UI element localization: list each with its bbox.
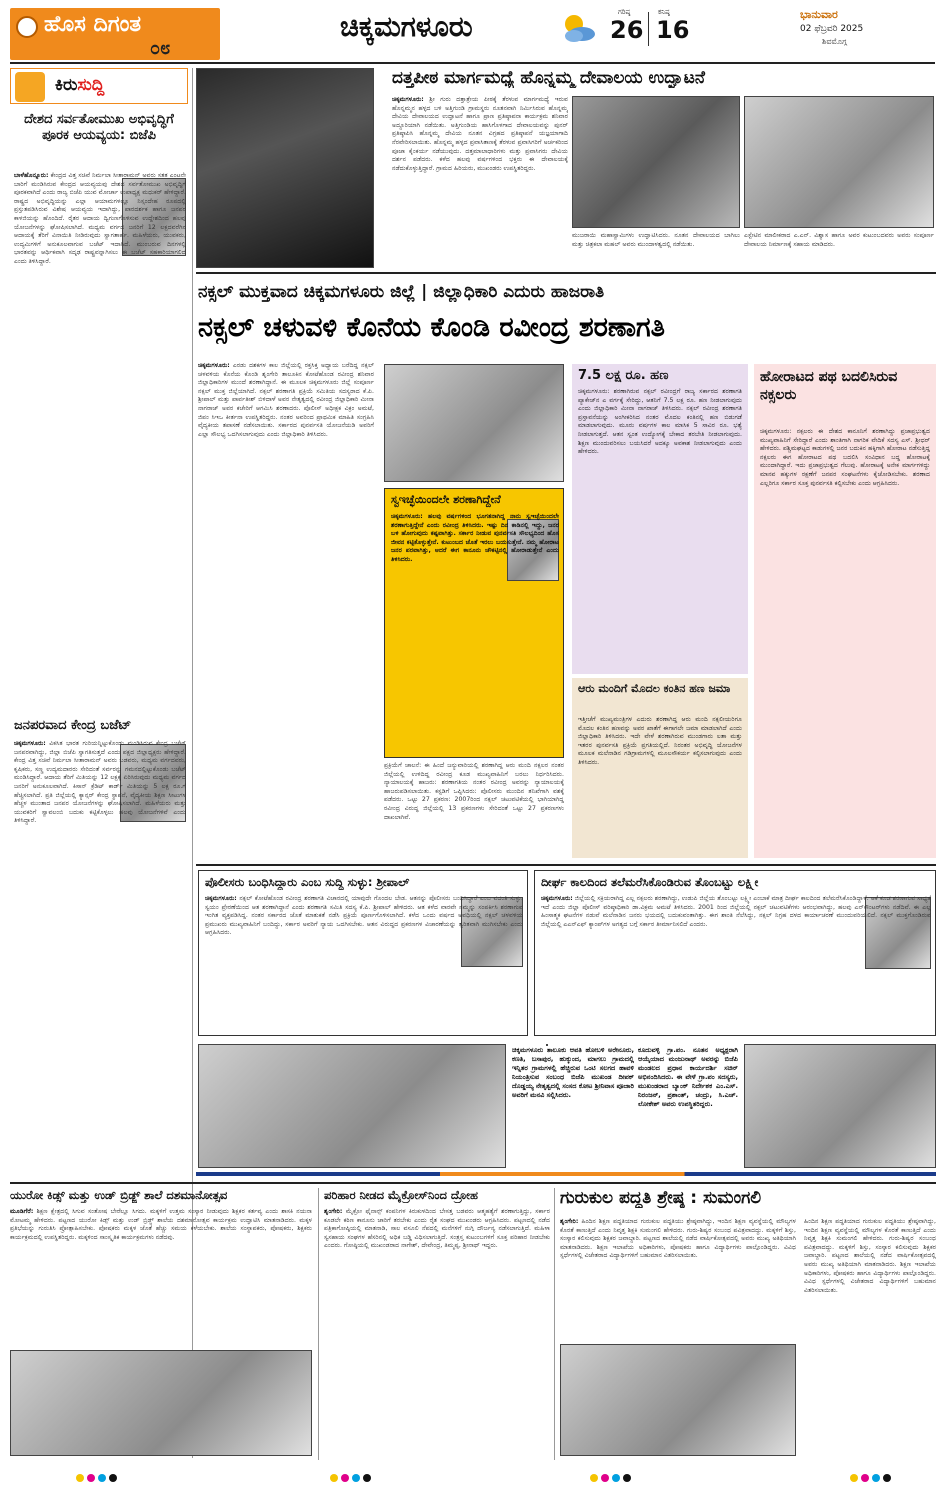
kiru-tag bbox=[10, 68, 188, 104]
logo-emblem-icon bbox=[16, 16, 38, 38]
gurukula-body-right: ಹಿಂದಿನ ಶಿಕ್ಷಣ ಪದ್ಧತಿಯಾದ ಗುರುಕುಲ ಪದ್ಧತಿಯು ಶ್ರೇಷ್ಠವಾಗಿದ್ದು, ಇಂದಿನ ಶಿಕ್ಷಣ ವ್ಯವಸ್ಥೆಯಲ್ಲಿ ಮೌಲ್ಯಗಳ ಕೊರತೆ ಕಾಣುತ್ತಿದೆ ಎಂದು ನಿವೃತ್ತ ಶಿಕ್ಷಕಿ ಸುಮಂಗಲಿ ಹೇಳಿದರು. ಗುರು-ಶಿಷ್ಯರ ಸಂಬಂಧ ಪವಿತ್ರವಾದದ್ದು. ಮಕ್ಕಳಿಗೆ ಶಿಸ್ತು, ಸಂಸ್ಕಾರ ಕಲಿಸುವುದು ಶಿಕ್ಷಕರ ಜವಾಬ್ದಾರಿ. ಪಟ್ಟಣದ ಶಾಲೆಯಲ್ಲಿ ನಡೆದ ವಾರ್ಷಿಕೋತ್ಸವದಲ್ಲಿ ಅವರು ಮುಖ್ಯ ಅತಿಥಿಯಾಗಿ ಮಾತನಾಡಿದರು. ಶಿಕ್ಷಣ ಇಲಾಖೆಯ ಅಧಿಕಾರಿಗಳು, ಪೋಷಕರು ಹಾಗೂ ವಿದ್ಯಾರ್ಥಿಗಳು ಪಾಲ್ಗೊಂಡಿದ್ದರು. ವಿವಿಧ ಸ್ಪರ್ಧೆಗಳಲ್ಲಿ ವಿಜೇತರಾದ ವಿದ್ಯಾರ್ಥಿಗಳಿಗೆ ಬಹುಮಾನ ವಿತರಿಸಲಾಯಿತು. bbox=[804, 1218, 936, 1294]
lilac-info-box bbox=[572, 364, 748, 674]
naxal-kicker: ನಕ್ಸಲ್ ಮುಕ್ತವಾದ ಚಿಕ್ಕಮಗಳೂರು ಜಿಲ್ಲೆ | ಜಿಲ್ಲಾಧಿಕಾರಿ ಎದುರು ಹಾಜರಾತಿ bbox=[198, 282, 605, 302]
datta-caption-right: ಎಸ್ಟೇಟಿನ ಮಾಲೀಕರಾದ ಎ.ಎನ್. ವಿಶ್ವಾಸ ಹಾಗೂ ಅವರ ಕುಟುಂಬದವರು ಅವರು ಸಂಪೂರ್ಣ ದೇವಾಲಯ ನಿರ್ಮಾಣಕ್ಕೆ ಸಹಾಯ ಮಾಡಿದರು. bbox=[744, 232, 934, 248]
sripal-headline: ಪೊಲೀಸರು ಬಂಧಿಸಿದ್ದಾರು ಎಂಬ ಸುದ್ದಿ ಸುಳ್ಳು: ಶ್ರೀಪಾಲ್ bbox=[205, 875, 410, 889]
beige-box-body: ಇತ್ತೀಚೆಗೆ ಮುಖ್ಯಮಂತ್ರಿಗಳ ಎದುರು ಶರಣಾಗಿದ್ದ ಆರು ಮಂದಿ ನಕ್ಸಲೀಯರಿಗೂ ಮೊದಲ ಕಂತಿನ ಹಣವನ್ನು ಅವರ ಖಾತೆಗೆ ಈಗಾಗಲೇ ಜಮಾ ಮಾಡಲಾಗಿದೆ ಎಂದು ಜಿಲ್ಲಾಧಿಕಾರಿ ತಿಳಿಸಿದರು. ಇದೇ ವೇಳೆ ಶರಣಾಗಿರುವ ಮುಂಡಗಾರು ಲತಾ ಮತ್ತು ಇತರರ ಪುನರ್ವಸತಿ ಪ್ರಕ್ರಿಯೆ ಪ್ರಗತಿಯಲ್ಲಿದೆ. ನಿರಂತರ ಅಭಿವೃದ್ಧಿ ಯೋಜನೆಗಳ ಮೂಲಕ ಮಲೆನಾಡಿನ ಗಡಿಗ್ರಾಮಗಳಲ್ಲಿ ಮೂಲಸೌಕರ್ಯ ಕಲ್ಪಿಸಲಾಗುವುದು ಎಂದು ತಿಳಿಸಿದರು. bbox=[578, 716, 742, 766]
registration-marks-right bbox=[590, 1474, 650, 1482]
datta-story bbox=[196, 68, 936, 268]
euro-body: ಮೂಡಿಗೆರೆ: ಶಿಕ್ಷಣ ಕ್ಷೇತ್ರದಲ್ಲಿ ಸಿಗುವ ಸಂತೋಷ ಬೇರೆಲ್ಲೂ ಸಿಗದು. ಮಕ್ಕಳಿಗೆ ಉತ್ತಮ ಸಂಸ್ಕಾರ ನೀಡುವುದು ಶಿಕ್ಷಕರ ಕರ್ತವ್ಯ ಎಂದು ಶಾಸಕಿ ನಯನಾ ಮೋಟಮ್ಮ ಹೇಳಿದರು. ಪಟ್ಟಣದ ಯುರೋ ಕಿಡ್ಸ್ ಮತ್ತು ಉಡ್ ಬ್ರಿಡ್ಜ್ ಶಾಲೆಯ ದಶಮಾನೋತ್ಸವ ಕಾರ್ಯಕ್ರಮ ಉದ್ಘಾಟಿಸಿ ಮಾತನಾಡಿದರು. ಮಕ್ಕಳ ಪ್ರತಿಭೆಯನ್ನು ಗುರುತಿಸಿ ಪ್ರೋತ್ಸಾಹಿಸಬೇಕು. ಪೋಷಕರು ಮಕ್ಕಳ ಜೊತೆ ಹೆಚ್ಚು ಸಮಯ ಕಳೆಯಬೇಕು. ಶಾಲೆಯ ಸಂಸ್ಥಾಪಕರು, ಪೋಷಕರು, ಶಿಕ್ಷಕರು ಕಾರ್ಯಕ್ರಮದಲ್ಲಿ ಉಪಸ್ಥಿತರಿದ್ದರು. ಮಕ್ಕಳಿಂದ ಸಾಂಸ್ಕೃತಿಕ ಕಾರ್ಯಕ್ರಮಗಳು ನಡೆದವು. bbox=[10, 1208, 312, 1241]
registration-marks-mid bbox=[330, 1474, 390, 1482]
gurukula-body: ಶೃಂಗೇರಿ: ಹಿಂದಿನ ಶಿಕ್ಷಣ ಪದ್ಧತಿಯಾದ ಗುರುಕುಲ ಪದ್ಧತಿಯು ಶ್ರೇಷ್ಠವಾಗಿದ್ದು, ಇಂದಿನ ಶಿಕ್ಷಣ ವ್ಯವಸ್ಥೆಯಲ್ಲಿ ಮೌಲ್ಯಗಳ ಕೊರತೆ ಕಾಣುತ್ತಿದೆ ಎಂದು ನಿವೃತ್ತ ಶಿಕ್ಷಕಿ ಸುಮಂಗಲಿ ಹೇಳಿದರು. ಗುರು-ಶಿಷ್ಯರ ಸಂಬಂಧ ಪವಿತ್ರವಾದದ್ದು. ಮಕ್ಕಳಿಗೆ ಶಿಸ್ತು, ಸಂಸ್ಕಾರ ಕಲಿಸುವುದು ಶಿಕ್ಷಕರ ಜವಾಬ್ದಾರಿ. ಪಟ್ಟಣದ ಶಾಲೆಯಲ್ಲಿ ನಡೆದ ವಾರ್ಷಿಕೋತ್ಸವದಲ್ಲಿ ಅವರು ಮುಖ್ಯ ಅತಿಥಿಯಾಗಿ ಮಾತನಾಡಿದರು. ಶಿಕ್ಷಣ ಇಲಾಖೆಯ ಅಧಿಕಾರಿಗಳು, ಪೋಷಕರು ಹಾಗೂ ವಿದ್ಯಾರ್ಥಿಗಳು ಪಾಲ್ಗೊಂಡಿದ್ದರು. ವಿವಿಧ ಸ್ಪರ್ಧೆಗಳಲ್ಲಿ ವಿಜೇತರಾದ ವಿದ್ಯಾರ್ಥಿಗಳಿಗೆ ಬಹುಮಾನ ವಿತರಿಸಲಾಯಿತು. bbox=[560, 1218, 796, 1260]
datta-photo-left bbox=[196, 68, 374, 268]
euro-headline: ಯುರೋ ಕಿಡ್ಸ್ ಮತ್ತು ಉಡ್ ಬ್ರಿಡ್ಜ್ ಶಾಲೆ ದಶಮಾನೋತ್ಸವ bbox=[10, 1188, 228, 1202]
datta-body: ಚಿಕ್ಕಮಗಳೂರು: ಶ್ರೀ ಗುರು ದತ್ತಾತ್ರೇಯ ಪೀಠಕ್ಕೆ ತೆರಳುವ ಮಾರ್ಗಮಧ್ಯೆ ಇರುವ ಹೊನ್ನಮ್ಮನ ಹಳ್ಳದ ಬಳಿ ಅತ್ತಿಗುಂಡಿ ಗ್ರಾಮಸ್ಥರು ನೂತನವಾಗಿ ನಿರ್ಮಿಸಿರುವ ಹೊನ್ನಮ್ಮ ದೇವಿಯ ದೇವಾಲಯದ ಉದ್ಘಾಟನೆ ಹಾಗೂ ಪ್ರಾಣ ಪ್ರತಿಷ್ಠಾಪನಾ ಕಾರ್ಯಕ್ರಮ ಶನಿವಾರ ಅದ್ದೂರಿಯಾಗಿ ನಡೆಯಿತು. ಅತ್ತಿಗುಂಡಿಯ ಹಾಸಿಗೊಳಗಾದ ದೇವಾಲಯವನ್ನು ಪುನರ್ ಪ್ರತಿಷ್ಠಾಪಿಸಿ ಹೊನ್ನಮ್ಮ ದೇವಿಯ ನೂತನ ವಿಗ್ರಹದ ಪ್ರತಿಷ್ಠಾಪನೆ ಯಜ್ಞಯಾಗಾದಿ ನೆರವೇರಿಸಲಾಯಿತು. ಹೊನ್ನಮ್ಮ ಹಳ್ಳದ ಪ್ರವಾಸಿತಾಣಕ್ಕೆ ತೆರಳುವ ಪ್ರವಾಸಿಗರಿಗೆ ಅರ್ಚಕರಿಂದ ಪೂಜಾ ಕೈಂಕರ್ಯ ನಡೆಯುವುದು. ದತ್ತಮಾಲಾಧಾರಿಗಳು ಮತ್ತು ಪ್ರವಾಸಿಗರು ದೇವಿಯ ದರ್ಶನ ಪಡೆದರು. ಕಳೆದ ಹಲವು ವರ್ಷಗಳಿಂದ ಭಕ್ತರು ಈ ದೇವಾಲಯಕ್ಕೆ ನಡೆದುಕೊಳ್ಳುತ್ತಿದ್ದಾರೆ. ಗ್ರಾಮದ ಹಿರಿಯರು, ಮುಖಂಡರು ಉಪಸ್ಥಿತರಿದ್ದರು. bbox=[392, 96, 568, 172]
registration-marks-far bbox=[850, 1474, 910, 1482]
datta-photo-mid bbox=[572, 96, 740, 228]
sripal-story bbox=[198, 870, 528, 1036]
logo-text: ಹೊಸ ದಿಗಂತ bbox=[44, 12, 142, 37]
weather-icon bbox=[558, 10, 598, 46]
registration-marks-left bbox=[76, 1474, 136, 1482]
gurukula-photo bbox=[560, 1344, 796, 1456]
microfin-headline: ಪರಿಹಾರ ನೀಡದ ಮೈಕ್ರೋಸ್‌ನಿಂದ ದ್ರೋಹ bbox=[324, 1188, 478, 1202]
naxal-body-col2-cont: ಪ್ರಕ್ರಿಯೆಗೆ ಚಾಲನೆ: ಈ ಹಿಂದೆ ಜನ್ಯುವಾರಿಯಲ್ಲಿ ಶರಣಾಗಿದ್ದ ಆರು ಮಂದಿ ನಕ್ಸಲರ ನಂತರ ಜಿಲ್ಲೆಯಲ್ಲಿ ಉಳಿದಿದ್ದ ರವೀಂದ್ರ ಕೂಡ ಮುಖ್ಯವಾಹಿನಿಗೆ ಬರಲು ನಿರ್ಧರಿಸಿದರು. ನ್ಯಾಯಾಲಯಕ್ಕೆ ಹಾಜರು: ಶರಣಾಗತಿಯ ನಂತರ ರವೀಂದ್ರ ಅವರನ್ನು ನ್ಯಾಯಾಲಯಕ್ಕೆ ಹಾಜರುಪಡಿಸಲಾಯಿತು. ಕಸ್ಟಡಿಗೆ ಒಪ್ಪಿಸಿದರು: ಪೊಲೀಸರು ಮುಂದಿನ ತನಿಖೆಗಾಗಿ ವಶಕ್ಕೆ ಪಡೆದರು. ಒಟ್ಟು 27 ಪ್ರಕರಣ: 2007ರಿಂದ ನಕ್ಸಲ್ ಚಟುವಟಿಕೆಯಲ್ಲಿ ಭಾಗಿಯಾಗಿದ್ದ ರವೀಂದ್ರ ವಿರುದ್ಧ ಜಿಲ್ಲೆಯಲ್ಲಿ 13 ಪ್ರಕರಣಗಳು ಸೇರಿದಂತೆ ಒಟ್ಟು 27 ಪ್ರಕರಣಗಳು ದಾಖಲಾಗಿವೆ. bbox=[384, 762, 564, 821]
min-temp: 16 bbox=[656, 16, 690, 44]
lilac-box-body: ಚಿಕ್ಕಮಗಳೂರು: ಶರಣಾಗಿರುವ ನಕ್ಸಲ್ ರವೀಂದ್ರಗೆ ರಾಜ್ಯ ಸರ್ಕಾರದ ಶರಣಾಗತಿ ಪ್ಯಾಕೇಜ್‌ನ ಎ ವರ್ಗಕ್ಕೆ ಸೇರಿದ್ದು, ಆತನಿಗೆ 7.5 ಲಕ್ಷ ರೂ. ಹಣ ನೀಡಲಾಗುವುದು ಎಂದು ಜಿಲ್ಲಾಧಿಕಾರಿ ಮೀನಾ ನಾಗರಾಜ್ ತಿಳಿಸಿದರು. ನಕ್ಸಲ್ ರವೀಂದ್ರ ಶರಣಾಗತಿ ಪ್ರಸ್ತಾವನೆಯನ್ನು ಅಂಗೀಕರಿಸಿದ ನಂತರ ಮೊದಲ ಕಂತಿನಲ್ಲಿ ಹಣ ಬಿಡುಗಡೆ ಮಾಡಲಾಗುವುದು. ಮೂರು ವರ್ಷಗಳ ಕಾಲ ಮಾಸಿಕ 5 ಸಾವಿರ ರೂ. ಭತ್ಯೆ ನೀಡಲಾಗುತ್ತದೆ. ಆತನ ಸ್ವಂತ ಉದ್ಯೋಗಕ್ಕೆ ಬೇಕಾದ ತರಬೇತಿ ನೀಡಲಾಗುವುದು. ಶಿಕ್ಷಣ ಮುಂದುವರಿಸಲು ಬಯಸಿದರೆ ಅದಕ್ಕೂ ಅವಕಾಶ ನೀಡಲಾಗುವುದು ಎಂದು ಹೇಳಿದರು. bbox=[578, 388, 742, 456]
kiru-story1-body: ಬಾಳೆಹೊನ್ನೂರು: ಕೇಂದ್ರದ ವಿತ್ತ ಸಚಿವೆ ನಿರ್ಮಲಾ ಸೀತಾರಾಮನ್ ಅವರು ಸತತ ಎಂಟನೇ ಬಾರಿಗೆ ಮಂಡಿಸಿರುವ ಕೇಂದ್ರದ ಆಯವ್ಯಯವು ದೇಶದ ಸರ್ವತೋಮುಖ ಅಭಿವೃದ್ಧಿಗೆ ಪೂರಕವಾಗಿದೆ ಎಂದು ರಾಜ್ಯ ಬಿಜೆಪಿ ಯುವ ಮೋರ್ಚಾ ಉಪಾಧ್ಯಕ್ಷ ಮಧುಕರ್ ಹೇಳಿದ್ದಾರೆ. ರಾಷ್ಟ್ರದ ಅಭಿವೃದ್ಧಿಯನ್ನು ಎಲ್ಲಾ ಆಯಾಮಗಳಲ್ಲೂ ನಿಸ್ಸಂದೇಹ ರೂಪದಲ್ಲಿ ಪ್ರಸ್ತುತಪಡಿಸಿರುವ ವಿಶೇಷ ಆಯವ್ಯಯ ಇದಾಗಿದ್ದು, ಪಾರದರ್ಶಕ ಹಾಗೂ ಜನಪರ ಕಾಳಜಿಯನ್ನು ಹೊಂದಿದೆ. ರೈತರ ಆದಾಯ ದ್ವಿಗುಣಗೊಳಿಸುವ ಉದ್ದೇಶದಿಂದ ಹಲವು ಯೋಜನೆಗಳನ್ನು ಘೋಷಿಸಲಾಗಿದೆ. ಮಧ್ಯಮ ವರ್ಗದ ಜನರಿಗೆ 12 ಲಕ್ಷದವರೆಗಿನ ಆದಾಯಕ್ಕೆ ತೆರಿಗೆ ವಿನಾಯಿತಿ ನೀಡಿರುವುದು ಸ್ವಾಗತಾರ್ಹ. ಮಹಿಳೆಯರು, ಯುವಕರು, ಉದ್ಯಮಿಗಳಿಗೆ ಅನುಕೂಲವಾಗುವ ಬಜೆಟ್ ಇದಾಗಿದೆ. ಮುಂಬರುವ ದಿನಗಳಲ್ಲಿ ಭಾರತವನ್ನು ಆರ್ಥಿಕವಾಗಿ ಸದೃಢ ರಾಷ್ಟ್ರವನ್ನಾಗಿಸಲು ಈ ಬಜೆಟ್ ಸಹಕಾರಿಯಾಗಲಿದೆ ಎಂದು ತಿಳಿಸಿದ್ದಾರೆ. bbox=[14, 172, 186, 265]
euro-story bbox=[10, 1188, 312, 1460]
strip-right-text: ಕೂದುವಳ್ಳಿ ಗ್ರಾ.ಪಂ. ನೂತನ ಅಧ್ಯಕ್ಷರಾಗಿ ಆಯ್ಕೆಯಾದ ಮಂಜುನಾಥ್ ಅವರನ್ನು ಬಿಜೆಪಿ ಮಂಡಲದ ಪ್ರಧಾನ ಕಾರ್ಯದರ್ಶಿ ಸಚಿನ್ ಅಭಿನಂದಿಸಿದರು. ಈ ವೇಳೆ ಗ್ರಾ.ಪಂ ಸದಸ್ಯರು, ಮುಖಂಡರಾದ ಬ್ಯಾಂಕ್ ನಿರ್ದೇಶಕ ಎಂ.ಎಸ್. ನಿರಂಜನ್, ಪ್ರಶಾಂತ್, ಚಂದ್ರು, ಸಿ.ಎಚ್. ಲೋಕೇಶ್ ಅವರು ಉಪಸ್ಥಿತರಿದ್ದರು. bbox=[638, 1046, 738, 1108]
kiru-story1-headline: ದೇಶದ ಸರ್ವತೋಮುಖ ಅಭಿವೃದ್ಧಿಗೆ ಪೂರಕ ಆಯವ್ಯಯ: ಬಿಜೆಪಿ bbox=[24, 112, 174, 143]
weekday: ಭಾನುವಾರ bbox=[800, 8, 838, 21]
max-label: ಗರಿಷ್ಠ bbox=[618, 8, 631, 16]
strip-photo-mid bbox=[546, 1044, 548, 1046]
naxal-photo-main bbox=[384, 364, 564, 482]
dateline-panel bbox=[800, 8, 935, 56]
city-title: ಚಿಕ್ಕಮಗಳೂರು bbox=[340, 10, 473, 43]
microfin-story bbox=[324, 1188, 550, 1460]
kiru-tag-prefix: ಕಿರು bbox=[55, 75, 78, 95]
min-label: ಕನಿಷ್ಠ bbox=[658, 8, 670, 16]
microfin-body: ಶೃಂಗೇರಿ: ಮೈಕ್ರೋ ಫೈನಾನ್ಸ್ ಕಂಪನಿಗಳ ಕಿರುಕುಳದಿಂದ ಬೇಸತ್ತ ಬಡವರು ಆತ್ಮಹತ್ಯೆಗೆ ಶರಣಾಗುತ್ತಿದ್ದು, ಸರ್ಕಾರ ಕೂಡಲೇ ಕಠಿಣ ಕಾನೂನು ಜಾರಿಗೆ ತರಬೇಕು ಎಂದು ರೈತ ಸಂಘದ ಮುಖಂಡರು ಆಗ್ರಹಿಸಿದರು. ಪಟ್ಟಣದಲ್ಲಿ ನಡೆದ ಪತ್ರಿಕಾಗೋಷ್ಠಿಯಲ್ಲಿ ಮಾತನಾಡಿ, ಸಾಲ ವಸೂಲಿ ನೆಪದಲ್ಲಿ ಮನೆಗಳಿಗೆ ನುಗ್ಗಿ ದೌರ್ಜನ್ಯ ನಡೆಸಲಾಗುತ್ತಿದೆ. ಮಹಿಳಾ ಸ್ವಸಹಾಯ ಸಂಘಗಳ ಹೆಸರಿನಲ್ಲಿ ಅಧಿಕ ಬಡ್ಡಿ ವಿಧಿಸಲಾಗುತ್ತಿದೆ. ಸಂತ್ರಸ್ತ ಕುಟುಂಬಗಳಿಗೆ ಸೂಕ್ತ ಪರಿಹಾರ ನೀಡಬೇಕು ಎಂದರು. ಗೋಷ್ಠಿಯಲ್ಲಿ ಮುಖಂಡರಾದ ನಾಗೇಶ್, ದೇವೇಂದ್ರ, ತಿಮ್ಮಪ್ಪ, ಶ್ರೀನಾಥ್ ಇದ್ದರು. bbox=[324, 1208, 550, 1250]
pink-box-title: ಹೋರಾಟದ ಪಥ ಬದಲಿಸಿರುವ ನಕ್ಸಲರು bbox=[760, 369, 898, 403]
lilac-box-title: 7.5 ಲಕ್ಷ ರೂ. ಹಣ bbox=[578, 368, 669, 383]
logo-edition-no: ೦೮ bbox=[150, 38, 171, 59]
masthead-logo bbox=[10, 8, 220, 60]
naxal-headline: ನಕ್ಸಲ್ ಚಳುವಳಿ ಕೊನೆಯ ಕೊಂಡಿ ರವೀಂದ್ರ ಶರಣಾಗತಿ bbox=[198, 312, 665, 343]
max-temp: 26 bbox=[610, 16, 644, 44]
datta-photo-right bbox=[744, 96, 934, 228]
gurukula-story bbox=[560, 1188, 936, 1460]
lakshmi-headline: ದೀರ್ಘ ಕಾಲದಿಂದ ತಲೆಮರೆಸಿಕೊಂಡಿರುವ ತೊಂಬಟ್ಟು ಲಕ್ಷ್ಮೀ bbox=[541, 875, 759, 889]
kiru-story2-body: ಚಿಕ್ಕಮಗಳೂರು: ವಿಕಸಿತ ಭಾರತ ಗುರಿಯನ್ನಿಟ್ಟುಕೊಂಡು ಮಂಡಿಸಿರುವ ಕೇಂದ್ರ ಬಜೆಟ್ ಜನಪರವಾಗಿದ್ದು, ಜಿಲ್ಲಾ ಬಿಜೆಪಿ ಸ್ವಾಗತಿಸುತ್ತದೆ ಎಂದು ಪಕ್ಷದ ಜಿಲ್ಲಾಧ್ಯಕ್ಷರು ಹೇಳಿದ್ದಾರೆ. ಕೇಂದ್ರ ವಿತ್ತ ಸಚಿವೆ ನಿರ್ಮಲಾ ಸೀತಾರಾಮನ್ ಅವರು ಬಡವರು, ಮಧ್ಯಮ ವರ್ಗದವರು, ಕೃಷಿಕರು, ಸಣ್ಣ ಉದ್ಯಮದಾರರು ಸೇರಿದಂತೆ ಸರ್ವರನ್ನು ಗಮನದಲ್ಲಿಟ್ಟುಕೊಂಡು ಬಜೆಟ್ ಮಂಡಿಸಿದ್ದಾರೆ. ಆದಾಯ ತೆರಿಗೆ ಮಿತಿಯನ್ನು 12 ಲಕ್ಷಕ್ಕೆ ಏರಿಸಿರುವುದು ಮಧ್ಯಮ ವರ್ಗದ ಜನರಿಗೆ ಅನುಕೂಲವಾಗಿದೆ. ಕಿಸಾನ್ ಕ್ರೆಡಿಟ್ ಕಾರ್ಡ್ ಮಿತಿಯನ್ನು 5 ಲಕ್ಷ ರೂ.ಗೆ ಹೆಚ್ಚಿಸಲಾಗಿದೆ. ಪ್ರತಿ ಜಿಲ್ಲೆಯಲ್ಲಿ ಕ್ಯಾನ್ಸರ್ ಕೇಂದ್ರ ಸ್ಥಾಪನೆ, ವೈದ್ಯಕೀಯ ಶಿಕ್ಷಣ ಸೀಟುಗಳ ಹೆಚ್ಚಳ ಮುಂತಾದ ಜನಪರ ಯೋಜನೆಗಳನ್ನು ಘೋಷಿಸಲಾಗಿದೆ. ಮಹಿಳೆಯರು ಮತ್ತು ಯುವಕರಿಗೆ ಸ್ವಾವಲಂಬಿ ಬದುಕು ಕಟ್ಟಿಕೊಳ್ಳಲು ಹಲವು ಯೋಜನೆಗಳಿವೆ ಎಂದು ತಿಳಿಸಿದ್ದಾರೆ. bbox=[14, 740, 186, 825]
strip-photo-left bbox=[198, 1044, 506, 1168]
naxal-body-col1: ಚಿಕ್ಕಮಗಳೂರು: ಎರಡು ದಶಕಗಳ ಕಾಲ ಜಿಲ್ಲೆಯಲ್ಲಿ ರಕ್ತಸಿಕ್ತ ಅಧ್ಯಾಯ ಬರೆದಿದ್ದ ನಕ್ಸಲ್ ಚಳವಳಿಯ ಕೊನೆಯ ಕೊಂಡಿ ಶೃಂಗೇರಿ ತಾಲೂಕಿನ ಕೋಟೆಹೊಂಡ ರವೀಂದ್ರ ಶನಿವಾರ ಜಿಲ್ಲಾಧಿಕಾರಿಗಳ ಮುಂದೆ ಶರಣಾಗಿದ್ದಾನೆ. ಈ ಮೂಲಕ ಚಿಕ್ಕಮಗಳೂರು ಜಿಲ್ಲೆ ಸಂಪೂರ್ಣ ನಕ್ಸಲ್ ಮುಕ್ತ ಜಿಲ್ಲೆಯಾಗಿದೆ. ನಕ್ಸಲ್ ಶರಣಾಗತಿ ಪ್ರಕ್ರಿಯೆ ಸಮಿತಿಯ ಸದಸ್ಯರಾದ ಕೆ.ಪಿ. ಶ್ರೀಪಾಲ್ ಮತ್ತು ಪಾರ್ವತೀಶ್ ಬಿಳಿದಾಳೆ ಅವರ ನೇತೃತ್ವದಲ್ಲಿ ರವೀಂದ್ರ ಜಿಲ್ಲಾಧಿಕಾರಿ ಮೀನಾ ನಾಗರಾಜ್ ಅವರ ಕಚೇರಿಗೆ ಆಗಮಿಸಿ ಶರಣಾದರು. ಪೊಲೀಸ್ ಅಧೀಕ್ಷಕ ವಿಕ್ರಂ ಅಮಟೆ, ಜಿಪಂ ಸಿಇಒ ಕೀರ್ತನಾ ಉಪಸ್ಥಿತರಿದ್ದರು. ನಂತರ ಅವರಿಂದ ಪ್ರಾಥಮಿಕ ಮಾಹಿತಿ ಸಂಗ್ರಹಿಸಿ ವೈದ್ಯಕೀಯ ತಪಾಸಣೆ ನಡೆಸಲಾಯಿತು. ಸರ್ಕಾರದ ಪುನರ್ವಸತಿ ಯೋಜನೆಯಡಿ ಅವರಿಗೆ ಎಲ್ಲಾ ಸೌಲಭ್ಯ ಒದಗಿಸಲಾಗುವುದು ಎಂದು ಜಿಲ್ಲಾಧಿಕಾರಿ ತಿಳಿಸಿದರು. bbox=[198, 362, 374, 438]
kiru-tag-suffix: ಸುದ್ದಿ bbox=[77, 75, 105, 95]
datta-caption-mid: ಮುಜರಾಯಿ ಮಹಾಸ್ವಾಮಿಗಳು ಉದ್ಘಾಟಿಸಿದರು. ನೂತನ ದೇವಾಲಯದ ಬಾಗಿಲು ಮತ್ತು ಚಿತ್ರಕಲಾ ಮಹಲ್ ಅವರು ಮುಂದಾಳತ್ವದಲ್ಲಿ ನಡೆಯಿತು. bbox=[572, 232, 740, 248]
weather-panel bbox=[600, 8, 700, 48]
strip-photo-right bbox=[744, 1044, 936, 1168]
lakshmi-story bbox=[534, 870, 936, 1036]
pink-info-box bbox=[754, 364, 936, 858]
issue-place: ಶಿವಮೊಗ್ಗ bbox=[822, 37, 847, 46]
lakshmi-body: ಚಿಕ್ಕಮಗಳೂರು: ಜಿಲ್ಲೆಯಲ್ಲಿ ಸಕ್ರಿಯರಾಗಿದ್ದ ಎಲ್ಲ ನಕ್ಸಲರು ಶರಣಾಗಿದ್ದು, ಉಡುಪಿ ಜಿಲ್ಲೆಯ ತೊಂಬಟ್ಟು ಲಕ್ಷ್ಮೀ ಎಂಬಾಕೆ ಮಾತ್ರ ದೀರ್ಘ ಕಾಲದಿಂದ ತಲೆಮರೆಸಿಕೊಂಡಿದ್ದಾಳೆ. ಆಕೆ ಕೂಡ ಶರಣಾಗುವ ಸಾಧ್ಯತೆ ಇದೆ ಎಂದು ಜಿಲ್ಲಾ ಪೊಲೀಸ್ ವರಿಷ್ಠಾಧಿಕಾರಿ ಡಾ.ವಿಕ್ರಮ ಅಮಟೆ ತಿಳಿಸಿದರು. 2001 ರಿಂದ ಜಿಲ್ಲೆಯಲ್ಲಿ ನಕ್ಸಲ್ ಚಟುವಟಿಕೆಗಳು ಆರಂಭವಾಗಿದ್ದು, ಹಲವು ಎನ್‌ಕೌಂಟರ್‌ಗಳು ನಡೆದಿವೆ. ಈ ಎಲ್ಲ ಹಿಂಸಾತ್ಮಕ ಘಟನೆಗಳ ನಡುವೆ ಮಲೆನಾಡಿನ ಜನರು ಭಯದಲ್ಲಿ ಬದುಕುವಂತಾಗಿತ್ತು. ಈಗ ಶಾಂತಿ ನೆಲೆಸಿದ್ದು, ನಕ್ಸಲ್ ನಿಗ್ರಹ ದಳದ ಕಾರ್ಯಾಚರಣೆ ಮುಂದುವರಿಯಲಿದೆ. ನಕ್ಸಲ್ ಮುಕ್ತಗೊಂಡಿರುವ ಜಿಲ್ಲೆಯಲ್ಲಿ ಎಎನ್‌ಎಫ್ ಕ್ಯಾಂಪ್‌ಗಳ ಅಗತ್ಯದ ಬಗ್ಗೆ ಸರ್ಕಾರ ತೀರ್ಮಾನಿಸಲಿದೆ ಎಂದರು. bbox=[541, 895, 931, 928]
beige-info-box bbox=[572, 678, 748, 858]
strip-mid-text: ಚಿಕ್ಕಮಗಳೂರು ತಾಲೂಕು ಆವತಿ ಹೋಬಳಿ ಅರೇನೂರು, ಕಣತಿ, ಬಸಾಪುರ, ಹುಕ್ಕುಂದ, ಮಾಗಲು ಗ್ರಾಮದಲ್ಲಿ ಇನ್ನಿತರ ಗ್ರಾಮಗಳಲ್ಲಿ ಹೆಚ್ಚಿರುವ ಒಂಟಿ ಸಲಗದ ಹಾವಳಿ ನಿಯಂತ್ರಿಸುವ ಸಂಬಂಧ ಬಿಜೆಪಿ ಮುಖಂಡ ದೀಪಕ್ ದೊಡ್ಡಯ್ಯ ನೇತೃತ್ವದಲ್ಲಿ ಸಂಸದ ಕೋಟ ಶ್ರೀನಿವಾಸ ಪೂಜಾರಿ ಅವರಿಗೆ ಮನವಿ ಸಲ್ಲಿಸಿದರು. bbox=[512, 1046, 634, 1099]
kiru-story2-headline: ಜನಪರವಾದ ಕೇಂದ್ರ ಬಜೆಟ್ bbox=[14, 718, 132, 733]
gurukula-headline: ಗುರುಕುಲ ಪದ್ಧತಿ ಶ್ರೇಷ್ಠ : ಸುಮಂಗಲಿ bbox=[560, 1188, 762, 1208]
pointing-hand-icon bbox=[15, 72, 45, 102]
datta-headline: ದತ್ತಪೀಠ ಮಾರ್ಗಮಧ್ಯೆ ಹೊನ್ನಮ್ಮ ದೇವಾಲಯ ಉದ್ಘಾಟನೆ bbox=[392, 68, 705, 88]
beige-box-title: ಆರು ಮಂದಿಗೆ ಮೊದಲ ಕಂತಿನ ಹಣ ಜಮಾ bbox=[578, 682, 731, 695]
yellow-quote-box bbox=[384, 488, 564, 758]
color-bar bbox=[196, 1172, 936, 1176]
yellow-box-body: ಚಿಕ್ಕಮಗಳೂರು: ಹಲವು ವರ್ಷಗಳಿಂದ ಭೂಗತನಾಗಿದ್ದ ನಾನು ಸ್ವಇಚ್ಛೆಯಿಂದಲೇ ಶರಣಾಗುತ್ತಿದ್ದೇನೆ ಎಂದು ರವೀಂದ್ರ ತಿಳಿಸಿದರು. ಇಷ್ಟು ದಿನ ಕಾಡಿನಲ್ಲಿ ಇದ್ದು, ಜನರ ಬಳಿ ಹೋಗುವುದು ಕಷ್ಟವಾಗಿತ್ತು. ಸರ್ಕಾರ ನೀಡುವ ಪುನರ್ವಸತಿ ಸೌಲಭ್ಯದಿಂದ ಹೊಸ ಜೀವನ ಕಟ್ಟಿಕೊಳ್ಳುತ್ತೇನೆ. ಕುಟುಂಬದ ಜೊತೆ ಇರಲು ಬಯಸುತ್ತೇನೆ. ನಮ್ಮ ಹೋರಾಟ ಜನರ ಪರವಾಗಿತ್ತು, ಆದರೆ ಈಗ ಕಾನೂನು ಚೌಕಟ್ಟಿನಲ್ಲಿ ಹೋರಾಡುತ್ತೇನೆ ಎಂದು ತಿಳಿಸಿದರು. bbox=[391, 513, 559, 563]
issue-date: 02 ಫೆಬ್ರವರಿ 2025 bbox=[800, 24, 864, 34]
yellow-box-title: ಸ್ವಇಚ್ಛೆಯಿಂದಲೇ ಶರಣಾಗಿದ್ದೇನೆ bbox=[391, 493, 501, 506]
euro-photo bbox=[10, 1350, 312, 1456]
sripal-body: ಚಿಕ್ಕಮಗಳೂರು: ನಕ್ಸಲ್ ಕೋಟೆಹೊಂಡ ರವೀಂದ್ರ ಶರಣಾಗತಿ ವಿಚಾರದಲ್ಲಿ ಯಾವುದೇ ಗೊಂದಲ ಬೇಡ. ಆತನನ್ನು ಪೊಲೀಸರು ಬಂಧಿಸಿದ್ದಾರೆ ಎಂಬ ವದಂತಿ ಸುಳ್ಳು. ಸ್ವಯಂ ಪ್ರೇರಣೆಯಿಂದ ಆತ ಶರಣಾಗಿದ್ದಾನೆ ಎಂದು ಶರಣಾಗತಿ ಸಮಿತಿ ಸದಸ್ಯ ಕೆ.ಪಿ. ಶ್ರೀಪಾಲ್ ಹೇಳಿದರು. ಆತ ಕಳೆದ ವಾರವೇ ನಮ್ಮನ್ನು ಸಂಪರ್ಕಿಸಿ ಶರಣಾಗುವ ಇಂಗಿತ ವ್ಯಕ್ತಪಡಿಸಿದ್ದ. ನಂತರ ಸರ್ಕಾರದ ಜೊತೆ ಮಾತುಕತೆ ನಡೆಸಿ ಪ್ರಕ್ರಿಯೆ ಪೂರ್ಣಗೊಳಿಸಲಾಗಿದೆ. ಕಳೆದ ಒಂದು ವರ್ಷದ ಅವಧಿಯಲ್ಲಿ ನಕ್ಸಲ್ ಚಳವಳಿಯ ಪ್ರಮುಖರು ಮುಖ್ಯವಾಹಿನಿಗೆ ಬಂದಿದ್ದು, ಸರ್ಕಾರ ಅವರಿಗೆ ನ್ಯಾಯ ಒದಗಿಸಬೇಕು. ಆತನ ವಿರುದ್ಧದ ಪ್ರಕರಣಗಳ ವಿಚಾರಣೆಯನ್ನು ತ್ವರಿತವಾಗಿ ಮುಗಿಸಬೇಕು ಎಂದು ಆಗ್ರಹಿಸಿದರು. bbox=[205, 895, 523, 937]
pink-box-body: ಚಿಕ್ಕಮಗಳೂರು: ನಕ್ಸಲರು ಈ ದೇಶದ ಕಾನೂನಿಗೆ ಶರಣಾಗಿದ್ದು ಪ್ರಜಾಪ್ರಭುತ್ವದ ಮುಖ್ಯವಾಹಿನಿಗೆ ಸೇರಿದ್ದಾರೆ ಎಂದು ಶಾಂತಿಗಾಗಿ ನಾಗರಿಕ ವೇದಿಕೆ ಸದಸ್ಯ ಎಸ್. ಶ್ರೀಧರ್ ಹೇಳಿದರು. ಪಶ್ಚಿಮಘಟ್ಟದ ಕಾಡುಗಳಲ್ಲಿ ಜನರ ಬದುಕಿನ ಹಕ್ಕಿಗಾಗಿ ಹೋರಾಟ ನಡೆಸುತ್ತಿದ್ದ ನಕ್ಸಲರು ಈಗ ಹೋರಾಟದ ಪಥ ಬದಲಿಸಿ ಸಂವಿಧಾನ ಬದ್ಧ ಹೋರಾಟಕ್ಕೆ ಮುಂದಾಗಿದ್ದಾರೆ. ಇದು ಪ್ರಜಾಪ್ರಭುತ್ವದ ಗೆಲುವು. ಹೋರಾಟಕ್ಕೆ ಅನೇಕ ಮಾರ್ಗಗಳಿದ್ದು ಮಾನವ ಹಕ್ಕುಗಳ ರಕ್ಷಣೆಗೆ ಜನಪರ ಸಂಘಟನೆಗಳು ಕೈಜೋಡಿಸಬೇಕು. ಶರಣಾದ ಎಲ್ಲರಿಗೂ ಸರ್ಕಾರ ಸೂಕ್ತ ಪುನರ್ವಸತಿ ಕಲ್ಪಿಸಬೇಕು ಎಂದು ಆಗ್ರಹಿಸಿದರು. bbox=[760, 428, 930, 487]
